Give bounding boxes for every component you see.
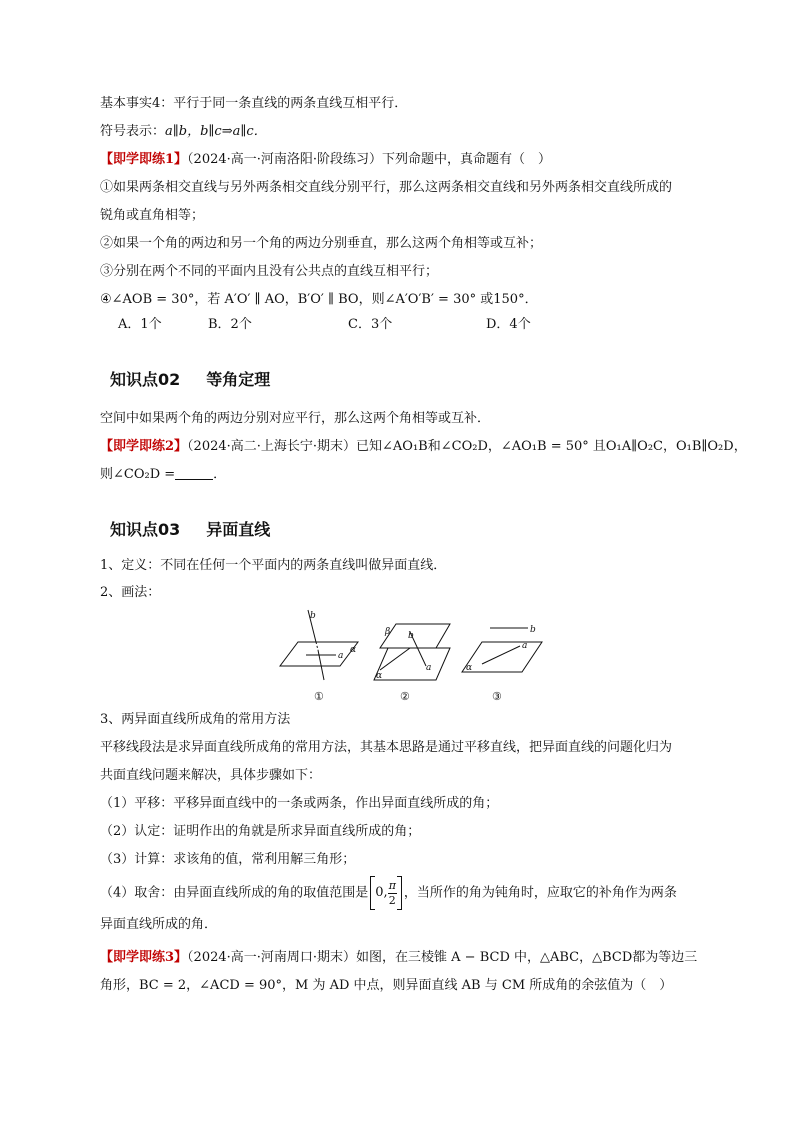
exercise1-item4: ④∠AOB = 30°，若 A′O′ ∥ AO，B′O′ ∥ BO，则∠A′O′B′ = 30° 或150°． (100, 292, 538, 307)
fig2-label-a: a (426, 663, 432, 673)
methods-step4 (100, 876, 677, 911)
exercise1-option-a[interactable]: A．1个 (118, 317, 162, 332)
section03-drawing-label: 2、画法： (100, 585, 161, 600)
section03-title: 异面直线 (206, 520, 271, 539)
section02-number: 知识点02 (110, 370, 181, 389)
fig1-caption: ① (314, 690, 324, 703)
interval-left: 0, (375, 885, 388, 900)
angle-range-interval (370, 876, 402, 910)
exercise1-option-b[interactable]: B．2个 (208, 317, 252, 332)
section03-definition: 1、定义：不同在任何一个平面内的两条直线叫做异面直线． (100, 558, 447, 573)
frac-numerator: π (388, 878, 396, 892)
step4-prefix: （4）取舍：由异面直线所成的角的取值范围是 (100, 885, 369, 901)
fig3-label-alpha: α (466, 663, 473, 673)
step4-suffix: ，当所作的角为钝角时，应取它的补角作为两条 (403, 885, 677, 901)
section02-heading (110, 370, 270, 390)
fact4-statement: 基本事实4：平行于同一条直线的两条直线互相平行． (100, 96, 408, 111)
fig3-label-b: b (530, 625, 536, 635)
exercise1-item3: ③分别在两个不同的平面内且没有公共点的直线互相平行； (100, 264, 439, 279)
exercise2-line2-suffix: ． (213, 467, 227, 482)
exercise2-line2 (100, 466, 226, 484)
exercise2-line1 (100, 438, 747, 456)
fact4-symbol-expr: a∥b，b∥c⇒a∥c． (165, 124, 267, 139)
exercise1-item1-line2: 锐角或直角相等； (100, 208, 205, 223)
exercise3-text: （2024·高一·河南周口·期末）如图，在三棱锥 A − BCD 中，△ABC，△BCD都为等边三 (187, 950, 698, 965)
exercise1-option-c[interactable]: C．3个 (348, 317, 393, 332)
fig1-label-b: b (310, 611, 316, 621)
methods-title: 3、两异面直线所成角的常用方法 (100, 712, 291, 727)
skew-lines-figure (270, 604, 560, 704)
fig3-label-a: a (522, 641, 528, 651)
exercise1-item1-line1: ①如果两条相交直线与另外两条相交直线分别平行，那么这两条相交直线和另外两条相交直线所成的 (100, 180, 673, 195)
fig1-label-a: a (338, 651, 344, 661)
answer-blank[interactable] (175, 466, 213, 480)
exercise1-item2: ②如果一个角的两边和另一个角的两边分别垂直，那么这两个角相等或互补； (100, 236, 543, 251)
frac-denominator: 2 (388, 893, 396, 907)
methods-step1: （1）平移：平移异面直线中的一条或两条，作出异面直线所成的角； (100, 796, 499, 811)
exercise2-tag: 【即学即练2】 (100, 439, 188, 454)
section03-heading (110, 520, 270, 540)
exercise2-line2-prefix: 则∠CO₂D = (100, 467, 176, 482)
pi-over-2 (388, 879, 397, 908)
fig3-caption: ③ (492, 690, 502, 703)
exercise3-tag: 【即学即练3】 (100, 950, 188, 965)
fact4-symbol-prefix: 符号表示： (100, 124, 166, 139)
exercise1-tag: 【即学即练1】 (100, 152, 188, 167)
methods-step3: （3）计算：求该角的值，常利用解三角形； (100, 852, 356, 867)
section03-number: 知识点03 (110, 520, 181, 539)
fig2-label-b: b (408, 631, 414, 641)
exercise1-option-d[interactable]: D．4个 (486, 317, 531, 332)
fig2-label-alpha: α (376, 671, 383, 681)
exercise3-line2: 角形，BC = 2，∠ACD = 90°，M 为 AD 中点，则异面直线 AB 与 CM 所成角的余弦值为（ ） (100, 978, 673, 993)
exercise2-text: （2024·高二·上海长宁·期末）已知∠AO₁B和∠CO₂D，∠AO₁B = 50° 且O₁A∥O₂C，O₁B∥O₂D， (187, 439, 747, 454)
methods-step4-line2: 异面直线所成的角． (100, 917, 218, 932)
methods-line1: 平移线段法是求异面直线所成角的常用方法，其基本思路是通过平移直线，把异面直线的问题化归为 (100, 740, 673, 755)
fig1-label-alpha: α (350, 645, 357, 655)
fig2-label-beta: β (385, 627, 391, 637)
exercise3-line1 (100, 949, 697, 967)
exercise1-header (100, 151, 551, 169)
fact4-symbol (100, 123, 267, 141)
section02-title: 等角定理 (206, 370, 271, 389)
methods-line2: 共面直线问题来解决，具体步骤如下： (100, 768, 322, 783)
methods-step2: （2）认定：证明作出的角就是所求异面直线所成的角； (100, 824, 421, 839)
exercise1-source: （2024·高一·河南洛阳·阶段练习）下列命题中，真命题有（ ） (187, 152, 552, 167)
section02-body: 空间中如果两个角的两边分别对应平行，那么这两个角相等或互补． (100, 411, 491, 426)
fig2-caption: ② (400, 690, 410, 703)
